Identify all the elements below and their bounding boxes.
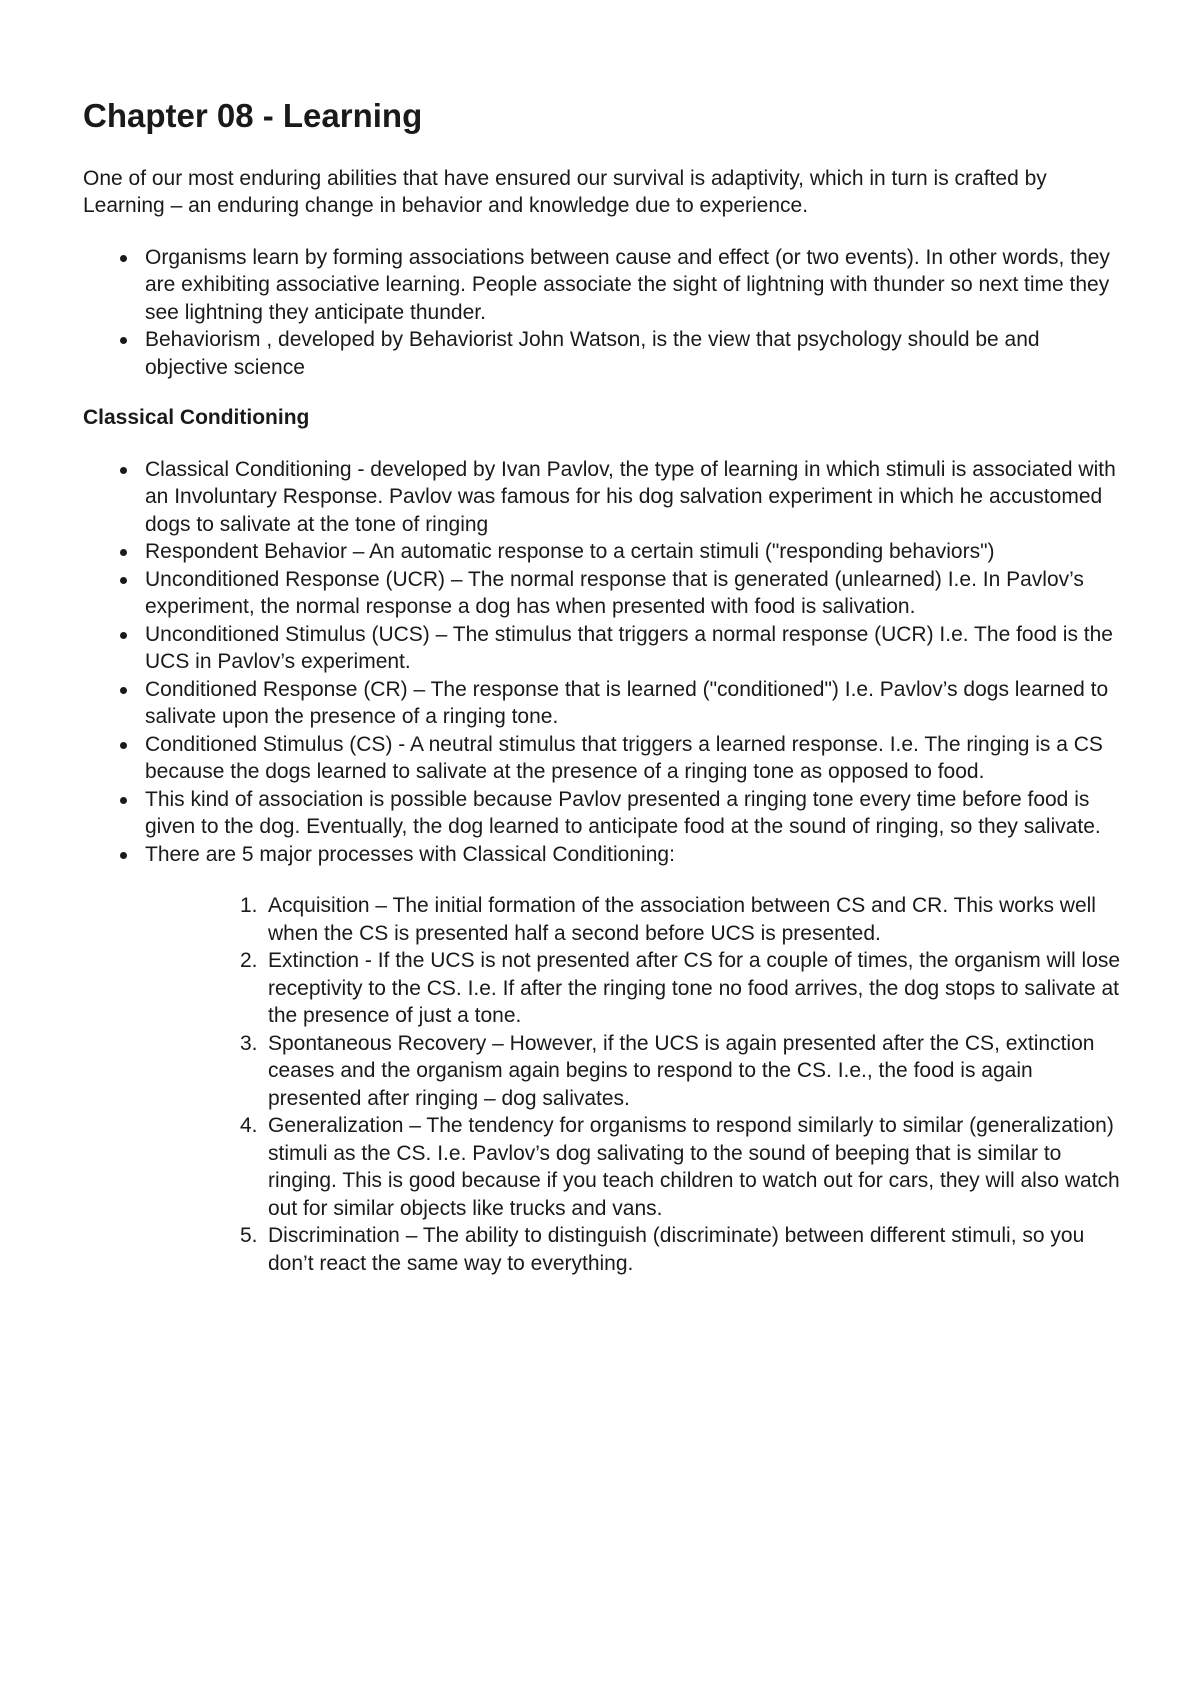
process-text: Discrimination – The ability to distinguish (discriminate) between different stimuli, so you don’t react the same way to everything. <box>268 1224 1085 1275</box>
bullet-icon <box>120 632 127 639</box>
section-heading: Classical Conditioning <box>83 406 310 430</box>
list-item <box>145 841 1123 1278</box>
section-bullet-list <box>83 456 1123 1278</box>
process-item <box>240 892 1123 947</box>
bullet-icon <box>120 852 127 859</box>
list-item-text: Unconditioned Response (UCR) – The normal response that is generated (unlearned) I.e. In Pavlov’s experiment, the normal response a dog has when presented with food is salivation. <box>145 567 1084 619</box>
process-text: Acquisition – The initial formation of the association between CS and CR. This works well when the CS is presented half a second before UCS is presented. <box>268 894 1096 945</box>
list-item-text: Behaviorism , developed by Behaviorist John Watson, is the view that psychology should be and objective science <box>145 328 1040 379</box>
bullet-icon <box>120 467 127 474</box>
list-item <box>145 538 1123 566</box>
list-item-text: Unconditioned Stimulus (UCS) – The stimulus that triggers a normal response (UCR) I.e. The food is the UCS in Pavlov’s experiment. <box>145 622 1113 674</box>
bullet-icon <box>120 337 127 344</box>
list-item-text: This kind of association is possible because Pavlov presented a ringing tone every time before food is given to the dog. Eventually, the dog learned to anticipate food at the sound of ringing, so they salivate. <box>145 787 1101 839</box>
list-item-text: Respondent Behavior – An automatic response to a certain stimuli ("responding behaviors") <box>145 540 995 564</box>
bullet-icon <box>120 742 127 749</box>
list-item <box>145 244 1123 327</box>
list-item-text: Classical Conditioning - developed by Ivan Pavlov, the type of learning in which stimuli is associated with an Involuntary Response. Pavlov was famous for his dog salvation experiment in which he accustomed dogs to salivate at the tone of ringing <box>145 457 1116 536</box>
intro-paragraph: One of our most enduring abilities that have ensured our survival is adaptivity, which in turn is crafted by Learning – an enduring change in behavior and knowledge due to experience. <box>83 166 1047 218</box>
chapter-title: Chapter 08 - Learning <box>83 97 423 134</box>
process-item <box>240 1112 1123 1222</box>
process-text: Extinction - If the UCS is not presented after CS for a couple of times, the organism will lose receptivity to the CS. I.e. If after the ringing tone no food arrives, the dog stops to salivate at the presence of just a tone. <box>268 949 1121 1028</box>
list-item <box>145 621 1123 676</box>
process-text: Generalization – The tendency for organisms to respond similarly to similar (generalization) stimuli as the CS. I.e. Pavlov’s dog salivating to the sound of beeping that is similar to ringing. This is good because if you teach children to watch out for cars, they will also watch out for similar objects like trucks and vans. <box>268 1114 1120 1220</box>
process-text: Spontaneous Recovery – However, if the UCS is again presented after the CS, extinction ceases and the organism again begins to respond to the CS. I.e., the food is again presented after ringing – dog salivates. <box>268 1031 1095 1110</box>
list-item <box>145 456 1123 539</box>
bullet-icon <box>120 797 127 804</box>
list-item-text: There are 5 major processes with Classical Conditioning: <box>145 842 675 866</box>
process-item <box>240 947 1123 1030</box>
process-item <box>240 1030 1123 1113</box>
process-item <box>240 1222 1123 1277</box>
process-number: 1. <box>240 894 258 918</box>
list-item <box>145 566 1123 621</box>
bullet-icon <box>120 687 127 694</box>
process-number: 3. <box>240 1031 258 1055</box>
process-number: 5. <box>240 1224 258 1248</box>
process-number: 2. <box>240 949 258 973</box>
bullet-icon <box>120 255 127 262</box>
process-number: 4. <box>240 1114 258 1138</box>
intro-bullet-list <box>83 244 1123 382</box>
list-item-text: Conditioned Response (CR) – The response that is learned ("conditioned") I.e. Pavlov’s dogs learned to salivate upon the presence of a ringing tone. <box>145 677 1109 729</box>
bullet-icon <box>120 577 127 584</box>
list-item <box>145 326 1123 381</box>
bullet-icon <box>120 549 127 556</box>
document-page <box>83 96 1123 1277</box>
list-item-text: Organisms learn by forming associations between cause and effect (or two events). In other words, they are exhibiting associative learning. People associate the sight of lightning with thunder so next time they see lightning they anticipate thunder. <box>145 245 1110 324</box>
list-item <box>145 731 1123 786</box>
list-item-text: Conditioned Stimulus (CS) - A neutral stimulus that triggers a learned response. I.e. The ringing is a CS because the dogs learned to salivate at the presence of a ringing tone as opposed to food. <box>145 732 1103 784</box>
list-item <box>145 786 1123 841</box>
list-item <box>145 676 1123 731</box>
process-list <box>145 892 1123 1277</box>
